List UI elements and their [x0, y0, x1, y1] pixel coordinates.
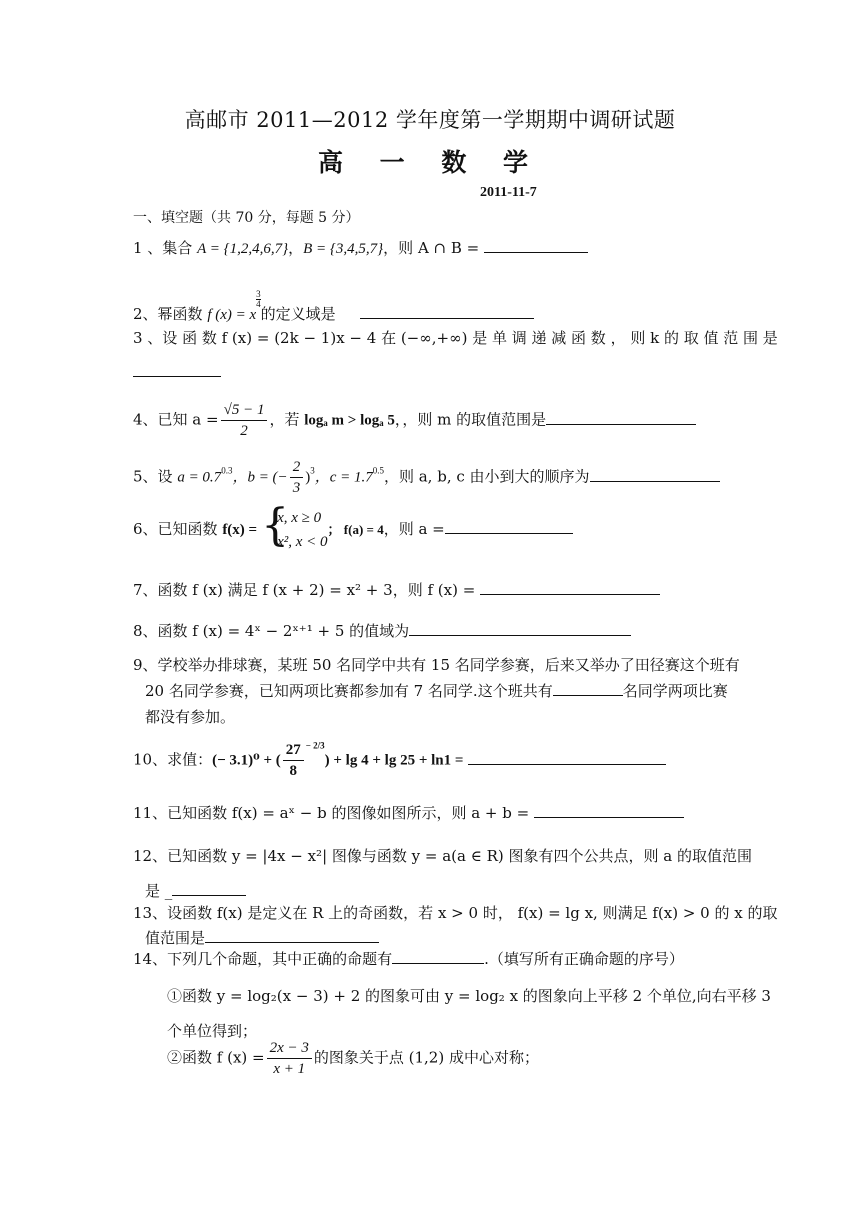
q14-proposition-2 [167, 1038, 539, 1079]
answer-blank[interactable] [546, 410, 696, 425]
q8-text: 8、函数 f (x) = 4ˣ − 2ˣ⁺¹ + 5 的值域为 [133, 622, 410, 640]
q14-proposition-1 [167, 985, 771, 1041]
question-3 [133, 327, 778, 348]
q12-line-2: 是 _ [145, 882, 173, 900]
q3-text: 3 、设 函 数 f (x) = (2k − 1)x − 4 在 (−∞,+∞) 是 单 调 递 减 函 数 ， 则 k 的 取 值 范 围 是 [133, 329, 778, 347]
q4-mid: ，若 [269, 410, 305, 429]
q5-c-exp: 0.5 [372, 465, 384, 476]
q4-condition: logₐ m > logₐ 5 [304, 412, 395, 429]
answer-blank[interactable] [534, 803, 684, 818]
q2-func: f (x) = x [207, 307, 257, 323]
q7-text: 7、函数 f (x) 满足 f (x + 2) = x² + 3，则 f (x) = [133, 581, 476, 599]
question-9 [133, 654, 740, 727]
question-5: 5、设 $a = 0.7^{0.3}$，b = (− $\frac{2}{3}$ )$^3$，$c = 1.7^{0.5}$，则 a, b, c 由小到大的顺序为 [133, 457, 720, 498]
exam-title: 高邮市 2011—2012 学年度第一学期期中调研试题 [184, 108, 676, 132]
q14-p2-fraction: $\frac{2x - 3}{x + 1}$ [267, 1038, 312, 1079]
section-heading: 一、填空题（共 70 分，每题 5 分） [133, 210, 360, 226]
q14-line-1a: 14、下列几个命题，其中正确的命题有 [133, 950, 393, 968]
q4-prefix: 4、已知 a = [133, 410, 219, 429]
answer-blank[interactable] [468, 750, 666, 765]
q1-prefix: 1 、集合 [133, 239, 198, 257]
answer-blank[interactable] [484, 238, 588, 253]
subject-title: 高 一 数 学 [317, 148, 543, 177]
q6-piecewise: { x, x ≥ 0 x², x < 0 [261, 500, 328, 551]
q5-a-exp: 0.3 [221, 465, 233, 476]
answer-blank[interactable] [392, 949, 484, 964]
answer-blank[interactable] [172, 881, 246, 896]
q2-exponent: $\frac{3}{4}$ [256, 289, 261, 309]
answer-blank[interactable] [409, 621, 631, 636]
q4-suffix: ，，则 m 的取值范围是 [394, 410, 547, 429]
question-7 [133, 579, 660, 600]
q5-prefix: 5、设 [133, 467, 178, 486]
question-1: 1 、集合 A = {1,2,4,6,7}，B = {3,4,5,7}，则 A ∩ B = [133, 237, 588, 258]
q5-fraction: $\frac{2}{3}$ [290, 457, 304, 498]
exam-date: 2011-11-7 [480, 185, 537, 200]
q6-suffix: ，则 a = [383, 520, 445, 538]
question-6 [133, 500, 573, 554]
q9-line-3: 都没有参加。 [145, 708, 236, 726]
question-12 [133, 845, 752, 901]
q10-expr-2: ) + lg 4 + lg 25 + ln1 = [324, 752, 464, 769]
q14-p2-suffix: 的图象关于点 (1,2) 成中心对称； [313, 1048, 539, 1067]
answer-blank[interactable] [553, 681, 623, 696]
q5-suffix: ，则 a, b, c 由小到大的顺序为 [383, 467, 590, 486]
q2-prefix: 2、幂函数 [133, 305, 208, 323]
q10-exponent: − 2/3 [305, 740, 325, 751]
q1-set-b: B = {3,4,5,7} [303, 241, 384, 257]
q14-p1-line-1: ①函数 y = log₂(x − 3) + 2 的图象可由 y = log₂ x 的图象向上平移 2 个单位,向右平移 3 [167, 987, 771, 1005]
q6-prefix: 6、已知函数 [133, 520, 223, 538]
answer-blank[interactable] [590, 467, 720, 482]
answer-blank[interactable] [360, 304, 534, 319]
question-10 [133, 740, 666, 781]
q13-line-2: 值范围是 [145, 929, 206, 947]
q10-fraction: $\frac{27}{8}$ [283, 740, 304, 781]
q4-fraction: $\frac{√5 - 1}{2}$ [221, 400, 268, 441]
answer-blank[interactable] [445, 519, 573, 534]
answer-blank[interactable] [205, 928, 379, 943]
answer-blank[interactable] [133, 362, 221, 377]
question-4 [133, 400, 696, 441]
question-2 [133, 290, 534, 324]
q5-c: ，c = 1.7 [314, 469, 373, 486]
q1-ask: ，则 A ∩ B = [383, 239, 480, 257]
question-13 [133, 902, 777, 948]
q14-p2-prefix: ②函数 f (x) = [167, 1048, 265, 1067]
q10-prefix: 10、求值： [133, 750, 213, 769]
q6-func: f(x) = [222, 522, 258, 538]
answer-blank[interactable] [480, 580, 660, 595]
q6-condition: ； f(a) = 4 [327, 522, 384, 537]
question-11 [133, 802, 684, 823]
q11-text: 11、已知函数 f(x) = aˣ − b 的图像如图所示，则 a + b = [133, 804, 530, 822]
q9-line-2: 20 名同学参赛，已知两项比赛都参加有 7 名同学.这个班共有 [145, 682, 553, 700]
q14-line-1b: .（填写所有正确命题的序号） [484, 950, 684, 968]
q14-p1-line-2: 个单位得到； [167, 1022, 258, 1040]
question-8 [133, 620, 631, 641]
q13-line-1: 13、设函数 f(x) 是定义在 R 上的奇函数，若 x > 0 时， f(x) = lg x, 则满足 f(x) > 0 的 x 的取 [133, 904, 778, 922]
q12-line-1: 12、已知函数 y = |4x − x²| 图像与函数 y = a(a ∈ R) 图象有四个公共点，则 a 的取值范围 [133, 847, 753, 865]
q5-b: ，b = (− [232, 469, 288, 486]
q1-set-a: A = {1,2,4,6,7} [197, 241, 289, 257]
question-14 [133, 948, 684, 969]
q5-b-exp: 3 [310, 465, 315, 476]
q5-a: a = 0.7 [177, 469, 222, 486]
q2-suffix: 的定义域是 [260, 305, 336, 323]
q9-line-1: 9、学校举办排球赛，某班 50 名同学中共有 15 名同学参赛，后来又举办了田径赛这个班有 [133, 656, 740, 674]
q9-line-2b: 名同学两项比赛 [622, 682, 728, 700]
q3-blank-line [133, 362, 221, 381]
q10-expr-1: (− 3.1)⁰ + ( [212, 752, 281, 769]
